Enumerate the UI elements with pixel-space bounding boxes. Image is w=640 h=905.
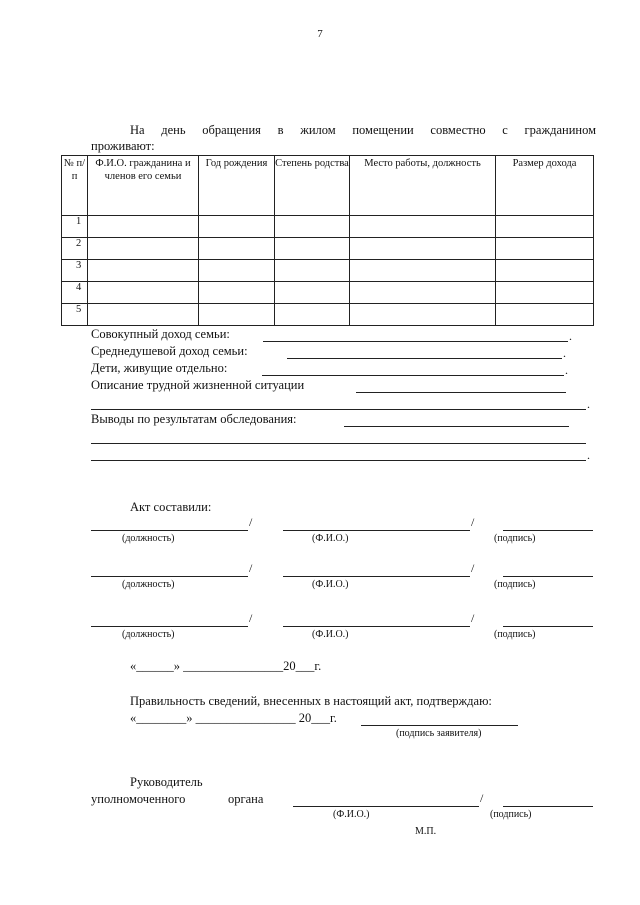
average-income-label: Среднедушевой доход семьи: [91, 344, 248, 358]
table-cell [350, 216, 496, 238]
row-number: 2 [62, 238, 88, 260]
period: . [587, 448, 590, 462]
head-fio-caption: (Ф.И.О.) [333, 809, 370, 820]
table-cell [350, 304, 496, 326]
table-row [62, 260, 594, 282]
table-cell [199, 238, 275, 260]
family-members-table [61, 155, 594, 326]
table-cell [199, 260, 275, 282]
table-row [62, 282, 594, 304]
period: . [587, 397, 590, 411]
table-cell [275, 216, 350, 238]
column-header-number: № п/п [62, 156, 88, 216]
children-apart-label: Дети, живущие отдельно: [91, 361, 228, 375]
row-number: 3 [62, 260, 88, 282]
position-caption: (должность) [122, 629, 175, 640]
table-cell [199, 304, 275, 326]
signature-field[interactable] [503, 626, 593, 627]
conclusions-field-line-2[interactable] [91, 443, 586, 444]
column-header-workplace: Место работы, должность [350, 156, 496, 216]
head-signature-caption: (подпись) [490, 809, 532, 820]
head-title-word-2: органа [228, 792, 264, 806]
situation-field[interactable] [356, 392, 566, 393]
position-field[interactable] [91, 530, 248, 531]
signature-caption: (подпись) [494, 533, 536, 544]
intro-text-continued: проживают: [91, 139, 155, 153]
situation-field-continued[interactable] [91, 409, 586, 410]
table-cell [88, 304, 199, 326]
average-income-field[interactable] [287, 358, 562, 359]
table-cell [496, 216, 594, 238]
seal-label: М.П. [415, 826, 437, 837]
position-field[interactable] [91, 576, 248, 577]
position-caption: (должность) [122, 579, 175, 590]
table-cell [496, 304, 594, 326]
table-cell [88, 282, 199, 304]
table-cell [199, 216, 275, 238]
column-header-birth-year: Год рождения [199, 156, 275, 216]
head-fio-field[interactable] [293, 806, 479, 807]
period: . [565, 363, 568, 377]
signature-caption: (подпись) [494, 579, 536, 590]
fio-field[interactable] [283, 530, 470, 531]
position-caption: (должность) [122, 533, 175, 544]
separator: / [249, 611, 253, 625]
signature-caption: (подпись) [494, 629, 536, 640]
separator: / [480, 791, 484, 805]
head-title: Руководитель [130, 775, 203, 789]
table-cell [350, 282, 496, 304]
table-cell [350, 238, 496, 260]
table-cell [88, 260, 199, 282]
conclusions-field[interactable] [344, 426, 569, 427]
intro-text: На день обращения в жилом помещении совместно с гражданином [130, 123, 596, 137]
table-row [62, 238, 594, 260]
row-number: 1 [62, 216, 88, 238]
children-apart-field[interactable] [262, 375, 564, 376]
situation-label: Описание трудной жизненной ситуации [91, 378, 305, 392]
separator: / [471, 561, 475, 575]
table-cell [275, 282, 350, 304]
table-cell [496, 260, 594, 282]
period: . [563, 346, 566, 360]
total-income-field[interactable] [263, 341, 568, 342]
table-row [62, 216, 594, 238]
table-cell [88, 238, 199, 260]
confirmation-date-line[interactable]: «________» ________________ 20___г. [130, 711, 337, 725]
head-title-word-1: уполномоченного [91, 792, 186, 806]
table-cell [275, 304, 350, 326]
table-header-row [62, 156, 594, 216]
row-number: 4 [62, 282, 88, 304]
table-cell [275, 260, 350, 282]
separator: / [471, 515, 475, 529]
fio-field[interactable] [283, 576, 470, 577]
row-number: 5 [62, 304, 88, 326]
confirmation-text: Правильность сведений, внесенных в настоящий акт, подтверждаю: [130, 694, 492, 708]
fio-field[interactable] [283, 626, 470, 627]
act-date-line[interactable]: «______» ________________20___г. [130, 659, 322, 673]
applicant-signature-field[interactable] [361, 725, 518, 726]
signature-field[interactable] [503, 576, 593, 577]
signature-field[interactable] [503, 530, 593, 531]
page-number: 7 [317, 28, 323, 40]
separator: / [471, 611, 475, 625]
fio-caption: (Ф.И.О.) [312, 533, 349, 544]
column-header-income: Размер дохода [496, 156, 594, 216]
table-cell [496, 282, 594, 304]
period: . [569, 329, 572, 343]
table-cell [350, 260, 496, 282]
table-cell [496, 238, 594, 260]
conclusions-label: Выводы по результатам обследования: [91, 412, 297, 426]
head-signature-field[interactable] [503, 806, 593, 807]
act-heading: Акт составили: [130, 500, 212, 514]
fio-caption: (Ф.И.О.) [312, 579, 349, 590]
table-cell [199, 282, 275, 304]
column-header-relationship: Степень родства [275, 156, 350, 216]
position-field[interactable] [91, 626, 248, 627]
conclusions-field-line-3[interactable] [91, 460, 586, 461]
table-cell [275, 238, 350, 260]
fio-caption: (Ф.И.О.) [312, 629, 349, 640]
separator: / [249, 561, 253, 575]
table-cell [88, 216, 199, 238]
table-row [62, 304, 594, 326]
total-income-label: Совокупный доход семьи: [91, 327, 230, 341]
column-header-fio: Ф.И.О. гражданина и членов его семьи [88, 156, 199, 216]
separator: / [249, 515, 253, 529]
applicant-signature-caption: (подпись заявителя) [396, 728, 482, 739]
